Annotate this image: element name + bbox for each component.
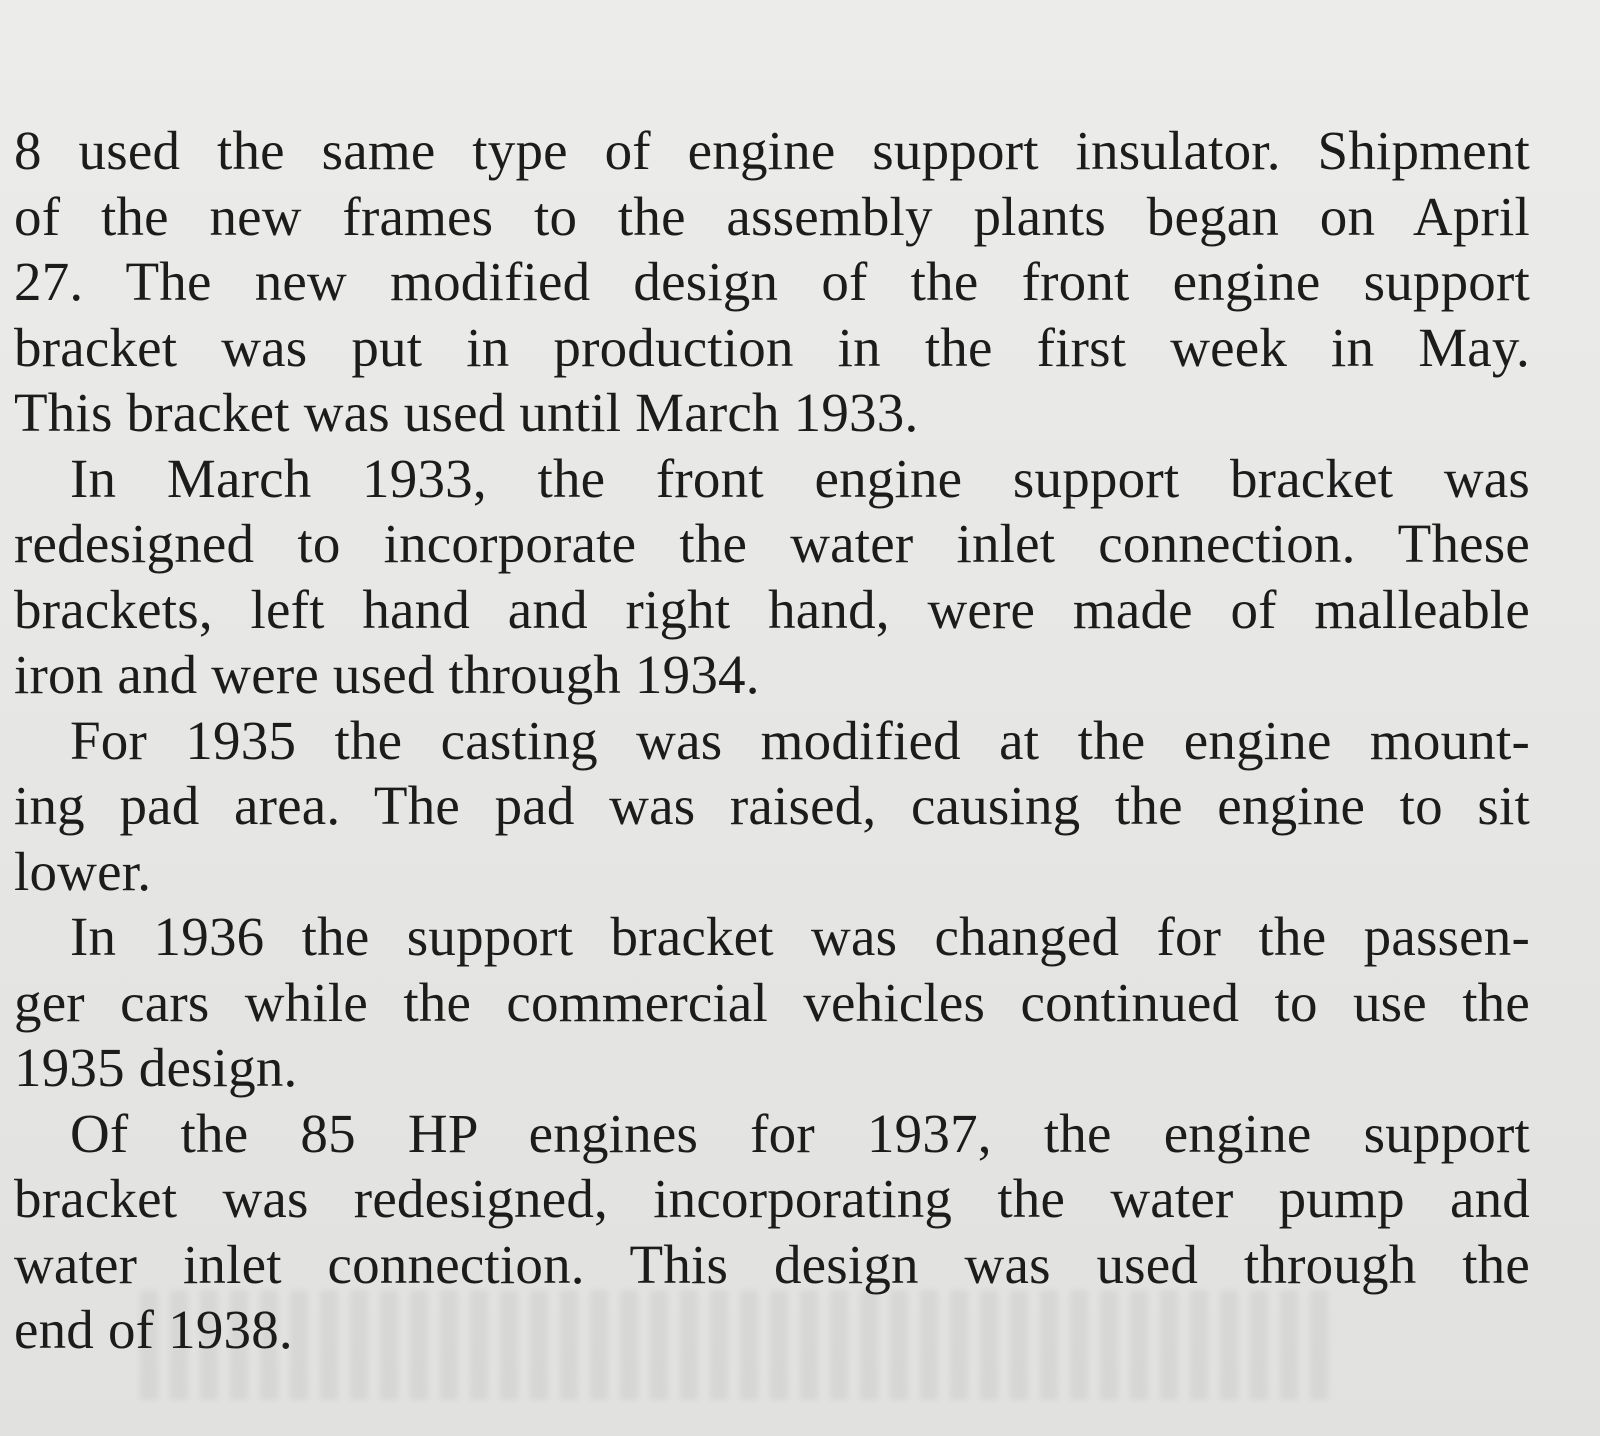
text-line: iron and were used through 1934. (14, 644, 760, 705)
text-line: of the new frames to the assembly plants began on April (14, 185, 1530, 247)
paragraph (14, 1101, 1530, 1363)
text-line: This bracket was used until March 1933. (14, 382, 919, 443)
paragraph (14, 446, 1530, 708)
text-line: Of the 85 HP engines for 1937, the engine support (70, 1102, 1530, 1164)
text-line: 8 used the same type of engine support insulator. Shipment (14, 120, 1530, 181)
text-line: bracket was redesigned, incorporating the water pump and (14, 1168, 1530, 1229)
text-line: In March 1933, the front engine support bracket was (70, 447, 1530, 509)
text-line: end of 1938. (14, 1299, 293, 1360)
text-line: ger cars while the commercial vehicles continued to use the (14, 971, 1530, 1033)
text-line: For 1935 the casting was modified at the engine mount- (70, 709, 1530, 771)
text-line: redesigned to incorporate the water inlet connection. These (14, 513, 1530, 574)
text-line: 27. The new modified design of the front engine support (14, 251, 1530, 312)
text-line: bracket was put in production in the first week in May. (14, 316, 1530, 378)
text-line: brackets, left hand and right hand, were made of malleable (14, 578, 1530, 640)
body-text (14, 118, 1530, 1363)
paragraph (14, 708, 1530, 905)
text-line: In 1936 the support bracket was changed for the passen- (70, 906, 1530, 967)
paragraph (14, 118, 1530, 446)
text-line: 1935 design. (14, 1037, 298, 1098)
text-line: water inlet connection. This design was used through the (14, 1233, 1530, 1295)
text-line: ing pad area. The pad was raised, causing the engine to sit (14, 775, 1530, 836)
paragraph (14, 904, 1530, 1101)
text-line: lower. (14, 840, 152, 902)
